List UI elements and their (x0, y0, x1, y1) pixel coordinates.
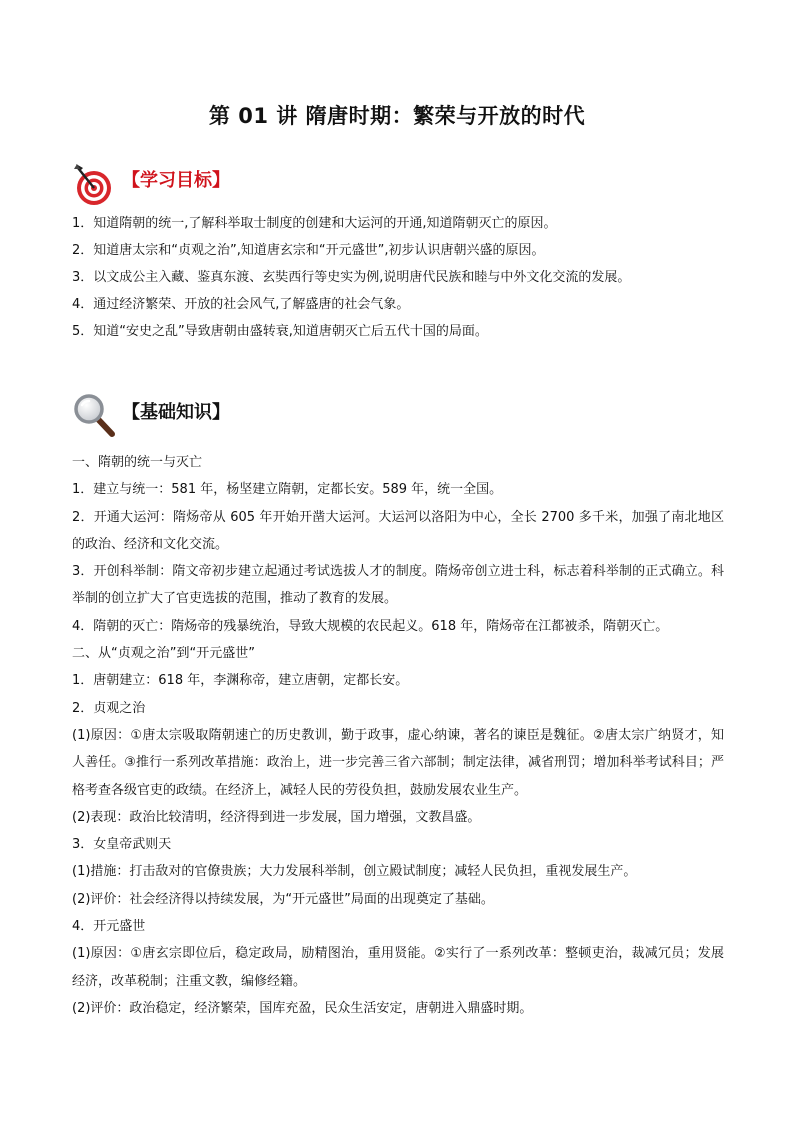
paragraph: 1．建立与统一：581 年，杨坚建立隋朝，定都长安。589 年，统一全国。 (72, 482, 503, 498)
goals-list (72, 210, 732, 345)
basic-content (72, 449, 724, 1022)
paragraph: 2．开通大运河：隋炀帝从 605 年开始开凿大运河。大运河以洛阳为中心，全长 2700 多千米，加强了南北地区的政治、经济和文化交流。 (72, 509, 724, 552)
paragraph: 3．开创科举制：隋文帝初步建立起通过考试选拔人才的制度。隋炀帝创立进士科，标志着科举制的正式确立。科举制的创立扩大了官吏选拔的范围，推动了教育的发展。 (72, 564, 724, 607)
goals-heading: 【学习目标】 (122, 170, 230, 191)
paragraph: (1)原因：①唐玄宗即位后，稳定政局，励精图治，重用贤能。②实行了一系列改革：整顿吏治，裁减冗员；发展经济，改革税制；注重文教，编修经籍。 (72, 946, 724, 989)
goal-item: 5．知道“安史之乱”导致唐朝由盛转衰,知道唐朝灭亡后五代十国的局面。 (72, 324, 488, 339)
paragraph: 4．隋朝的灭亡：隋炀帝的残暴统治，导致大规模的农民起义。618 年，隋炀帝在江都被杀，隋朝灭亡。 (72, 618, 669, 634)
paragraph: (2)评价：政治稳定，经济繁荣，国库充盈，民众生活安定，唐朝进入鼎盛时期。 (72, 1000, 533, 1016)
goal-item: 1．知道隋朝的统一,了解科举取士制度的创建和大运河的开通,知道隋朝灭亡的原因。 (72, 216, 557, 231)
page-title: 第 01 讲 隋唐时期：繁荣与开放的时代 (208, 104, 586, 128)
basic-heading: 【基础知识】 (122, 402, 230, 423)
basic-section-header (72, 392, 472, 440)
goals-section-header (72, 160, 472, 208)
paragraph: (1)原因：①唐太宗吸取隋朝速亡的历史教训，勤于政事，虚心纳谏，著名的谏臣是魏征。②唐太宗广纳贤才，知人善任。③推行一系列改革措施：政治上，进一步完善三省六部制；制定法律，减省刑罚；增加科举考试科目；严格考查各级官吏的政绩。在经济上，减轻人民的劳役负担，鼓励发展农业生产。 (72, 727, 724, 798)
subheading: 3．女皇帝武则天 (72, 837, 172, 853)
section-heading: 一、隋朝的统一与灭亡 (72, 455, 203, 470)
goal-item: 2．知道唐太宗和“贞观之治”,知道唐玄宗和“开元盛世”,初步认识唐朝兴盛的原因。 (72, 243, 545, 258)
goal-item: 4．通过经济繁荣、开放的社会风气,了解盛唐的社会气象。 (72, 297, 410, 312)
subheading: 4．开元盛世 (72, 919, 146, 935)
paragraph: (2)表现：政治比较清明，经济得到进一步发展，国力增强，文教昌盛。 (72, 809, 481, 825)
magnifier-icon (72, 392, 122, 440)
paragraph: (1)措施：打击敌对的官僚贵族；大力发展科举制，创立殿试制度；减轻人民负担，重视发展生产。 (72, 864, 637, 880)
section-heading: 二、从“贞观之治”到“开元盛世” (72, 646, 255, 662)
paragraph: 1．唐朝建立：618 年，李渊称帝，建立唐朝，定都长安。 (72, 673, 409, 689)
paragraph: (2)评价：社会经济得以持续发展，为“开元盛世”局面的出现奠定了基础。 (72, 891, 494, 907)
goal-item: 3．以文成公主入藏、鉴真东渡、玄奘西行等史实为例,说明唐代民族和睦与中外文化交流的发展。 (72, 270, 631, 285)
subheading: 2．贞观之治 (72, 700, 146, 716)
target-icon (72, 160, 122, 208)
